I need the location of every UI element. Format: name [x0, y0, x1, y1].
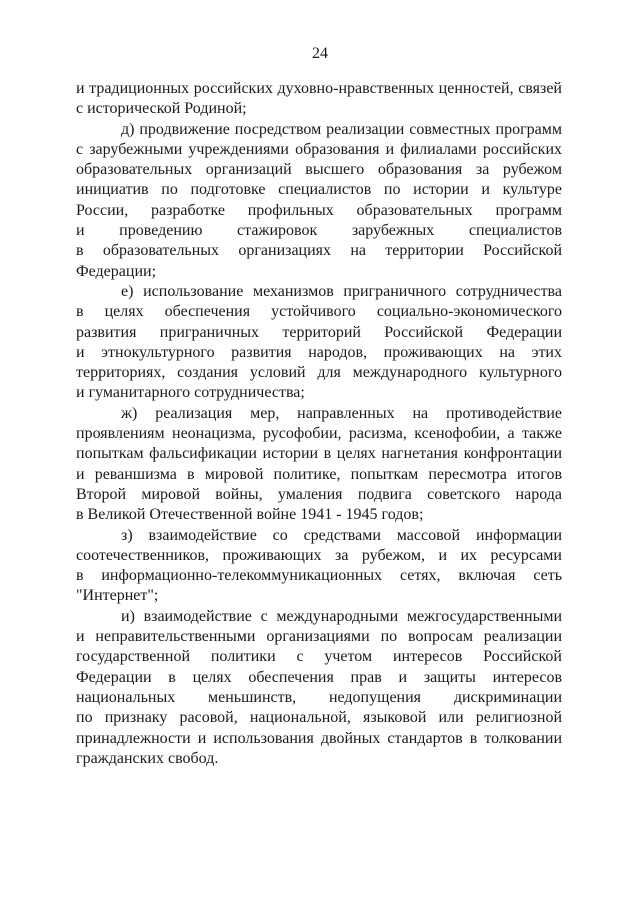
text-line: гражданских свобод. — [76, 749, 219, 767]
paragraph-item-e — [76, 282, 562, 404]
text-line: и неправительственными организациями по вопросам реализации — [76, 628, 562, 646]
page-number: 24 — [312, 45, 328, 62]
text-line: д) продвижение посредством реализации совместных программ — [121, 120, 562, 138]
paragraph-item-i — [76, 607, 562, 769]
text-line: и традиционных российских духовно-нравственных ценностей, связей — [76, 80, 562, 97]
text-line: по признаку расовой, национальной, языковой или религиозной — [76, 709, 562, 727]
text-line: и этнокультурного развития народов, проживающих на этих — [76, 343, 562, 361]
text-line: образовательных организаций высшего образования за рубежом — [76, 161, 562, 179]
text-line: и реваншизма в мировой политике, попыткам пересмотра итогов — [76, 465, 562, 483]
text-line: "Интернет"; — [76, 587, 159, 605]
text-line: инициатив по подготовке специалистов по истории и культуре — [76, 181, 562, 199]
text-line: е) использование механизмов приграничного сотрудничества — [121, 282, 562, 300]
text-line: России, разработке профильных образовательных программ — [76, 201, 562, 219]
text-line: с зарубежными учреждениями образования и филиалами российских — [76, 140, 562, 158]
text-line: Второй мировой войны, умаления подвига советского народа — [76, 485, 562, 503]
document-body — [76, 79, 562, 769]
text-line: з) взаимодействие со средствами массовой информации — [121, 526, 562, 544]
text-line: попыткам фальсификации истории в целях нагнетания конфронтации — [76, 445, 562, 463]
text-line: развития приграничных территорий Российской Федерации — [76, 323, 562, 341]
paragraph-item-d — [76, 120, 562, 282]
text-line: Федерации в целях обеспечения прав и защиты интересов — [76, 668, 562, 686]
paragraph-continuation — [76, 79, 562, 120]
text-line: Федерации; — [76, 262, 157, 280]
text-line: национальных меньшинств, недопущения дискриминации — [76, 688, 562, 706]
text-line: с исторической Родиной; — [76, 100, 247, 118]
paragraph-item-zh — [76, 404, 562, 526]
text-line: и проведению стажировок зарубежных специалистов — [76, 222, 562, 240]
text-line: соотечественников, проживающих за рубежом, и их ресурсами — [76, 546, 562, 564]
text-line: ж) реализация мер, направленных на противодействие — [121, 404, 562, 422]
text-line: территориях, создания условий для международного культурного — [76, 364, 562, 382]
text-line: и гуманитарного сотрудничества; — [76, 384, 305, 402]
text-line: в целях обеспечения устойчивого социально-экономического — [76, 303, 562, 321]
text-line: государственной политики с учетом интересов Российской — [76, 648, 562, 666]
paragraph-item-z — [76, 526, 562, 607]
text-line: в информационно-телекоммуникационных сетях, включая сеть — [76, 567, 562, 585]
text-line: и) взаимодействие с международными межгосударственными — [121, 607, 562, 625]
text-line: проявлениям неонацизма, русофобии, расизма, ксенофобии, а также — [76, 425, 562, 443]
text-line: в образовательных организациях на территории Российской — [76, 242, 562, 260]
text-line: принадлежности и использования двойных стандартов в толковании — [76, 729, 562, 747]
text-line: в Великой Отечественной войне 1941 - 1945 годов; — [76, 506, 424, 524]
